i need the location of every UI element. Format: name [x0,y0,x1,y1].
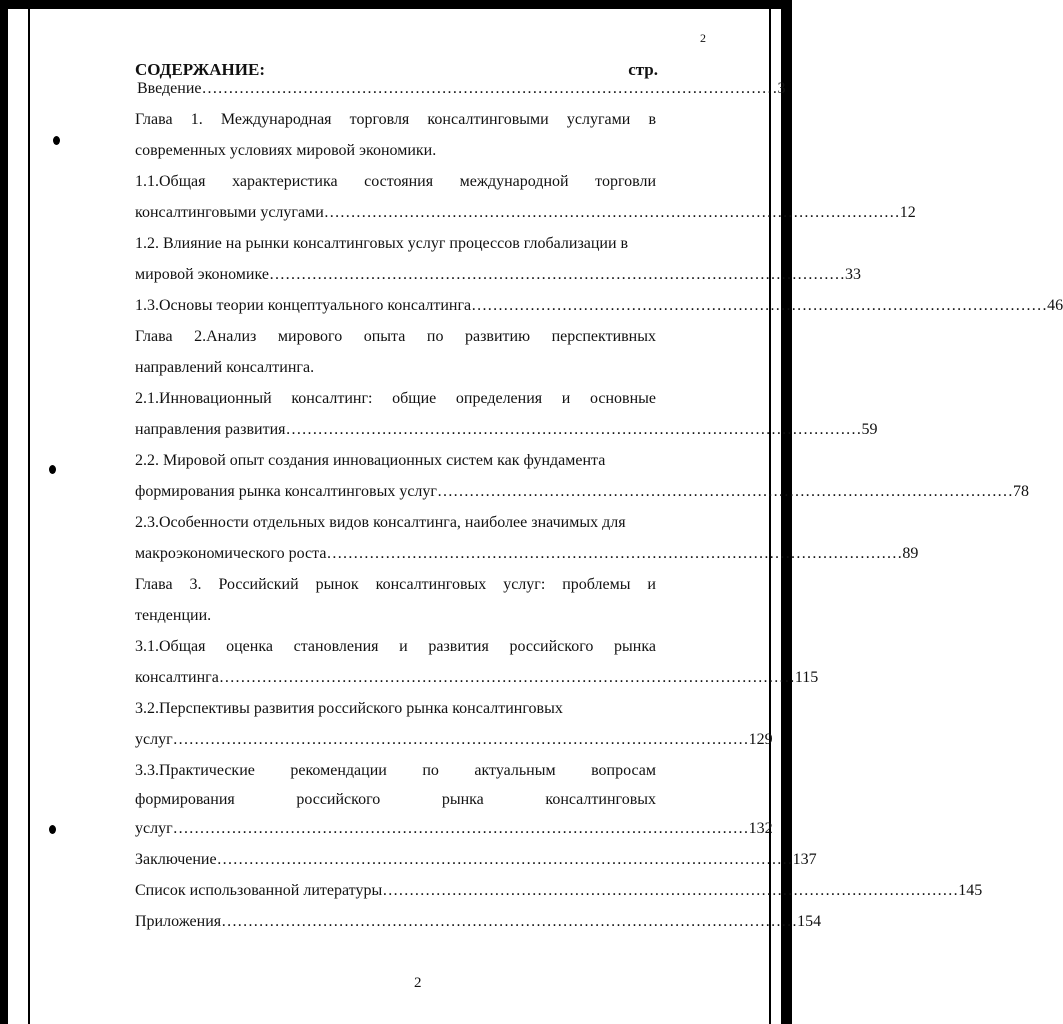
toc-entry-2-1: направления развития ……………………………………………………………………………………………… 59 [135,421,878,438]
toc-page-number: 115 [794,669,819,686]
toc-entry-3-3: услуг ……………………………………………………………………………………………… 132 [135,820,773,837]
toc-entry-text: макроэкономического роста [135,545,327,562]
toc-entry-3-1-line1: 3.1.Общая оценка становления и развития российского рынка [135,638,656,655]
toc-chapter-1-line2: современных условиях мировой экономики. [135,142,437,159]
toc-entry-conclusion: Заключение ……………………………………………………………………………………………… 137 [135,851,817,868]
toc-page-number: 137 [792,851,817,868]
toc-page-number: 154 [797,913,822,930]
toc-entry-3-2: услуг ……………………………………………………………………………………………… 129 [135,731,773,748]
toc-page-number: 78 [1012,483,1029,500]
toc-entry-text: Приложения [135,913,222,930]
toc-entry-2-3-line1: 2.3.Особенности отдельных видов консалтинга, наиболее значимых для [135,514,626,531]
toc-entry-text: услуг [135,820,173,837]
toc-page-number: 46 [1047,297,1063,314]
toc-page-number: 3 [777,80,786,97]
page-column-label: стр. [628,60,658,79]
page-number-top: 2 [700,31,706,45]
toc-chapter-3-line1: Глава 3. Российский рынок консалтинговых услуг: проблемы и [135,576,656,593]
punch-hole-mark [49,825,56,834]
toc-entry-1-1: консалтинговыми услугами ……………………………………………………………………………………………… 12 [135,204,916,221]
toc-entry-text: консалтинга [135,669,219,686]
toc-entry-text: формирования рынка консалтинговых услуг [135,483,437,500]
toc-page-number: 59 [861,421,878,438]
toc-entry-2-1-line1: 2.1.Инновационный консалтинг: общие определения и основные [135,390,656,407]
toc-chapter-1-line1: Глава 1. Международная торговля консалтинговыми услугами в [135,111,656,128]
toc-entry-3-3-line2: формирования российского рынка консалтинговых [135,791,656,808]
scan-border-left [0,0,8,1024]
toc-entry-text: мировой экономике [135,266,269,283]
scan-border-left-inner [28,0,30,1024]
scan-border-right [781,0,792,1024]
toc-page-number: 33 [844,266,861,283]
punch-hole-mark [53,136,60,145]
toc-entry-3-3-line1: 3.3.Практические рекомендации по актуальным вопросам [135,762,656,779]
toc-entry-text: 1.3.Основы теории концептуального консалтинга [135,297,472,314]
toc-page-number: 132 [748,820,773,837]
toc-entry-references: Список использованной литературы ……………………………………………………………………………………………… 145 [135,882,983,899]
toc-entry-1-1-line1: 1.1.Общая характеристика состояния международной торговли [135,173,656,190]
toc-page-number: 12 [899,204,916,221]
toc-chapter-2-line1: Глава 2.Анализ мирового опыта по развитию перспективных [135,328,656,345]
page-number-bottom: 2 [414,975,422,991]
toc-entry-text: направления развития [135,421,286,438]
toc-entry-text: услуг [135,731,173,748]
toc-entry-2-3: макроэкономического роста ……………………………………………………………………………………………… 89 [135,545,919,562]
toc-chapter-3-line2: тенденции. [135,607,212,624]
toc-page-number: 89 [902,545,919,562]
toc-entry-1-2-line1: 1.2. Влияние на рынки консалтинговых услуг процессов глобализации в [135,235,629,252]
toc-entry-appendix: Приложения ……………………………………………………………………………………………… 154 [135,913,822,930]
toc-title: СОДЕРЖАНИЕ: [135,60,266,79]
toc-entry-1-2: мировой экономике ……………………………………………………………………………………………… 33 [135,266,861,283]
toc-entry-intro: Введение ……………………………………………………………………………………………… 3 [137,80,786,97]
toc-entry-text: Заключение [135,851,217,868]
toc-entry-2-2: формирования рынка консалтинговых услуг ……………………………………………………………………………………………… 78 [135,483,1029,500]
toc-entry-1-3: 1.3.Основы теории концептуального консалтинга ……………………………………………………………………………………………… 46 [135,297,1063,314]
toc-entry-2-2-line1: 2.2. Мировой опыт создания инновационных систем как фундамента [135,452,606,469]
punch-hole-mark [49,465,56,474]
toc-entry-3-1: консалтинга ……………………………………………………………………………………………… 115 [135,669,819,686]
scan-border-top [0,0,792,9]
toc-entry-text: консалтинговыми услугами [135,204,324,221]
scan-border-right-inner [769,0,771,1024]
toc-entry-text: Введение [137,80,202,97]
toc-page-number: 145 [958,882,983,899]
toc-page-number: 129 [748,731,773,748]
toc-entry-text: Список использованной литературы [135,882,383,899]
toc-chapter-2-line2: направлений консалтинга. [135,359,315,376]
toc-entry-3-2-line1: 3.2.Перспективы развития российского рынка консалтинговых [135,700,563,717]
